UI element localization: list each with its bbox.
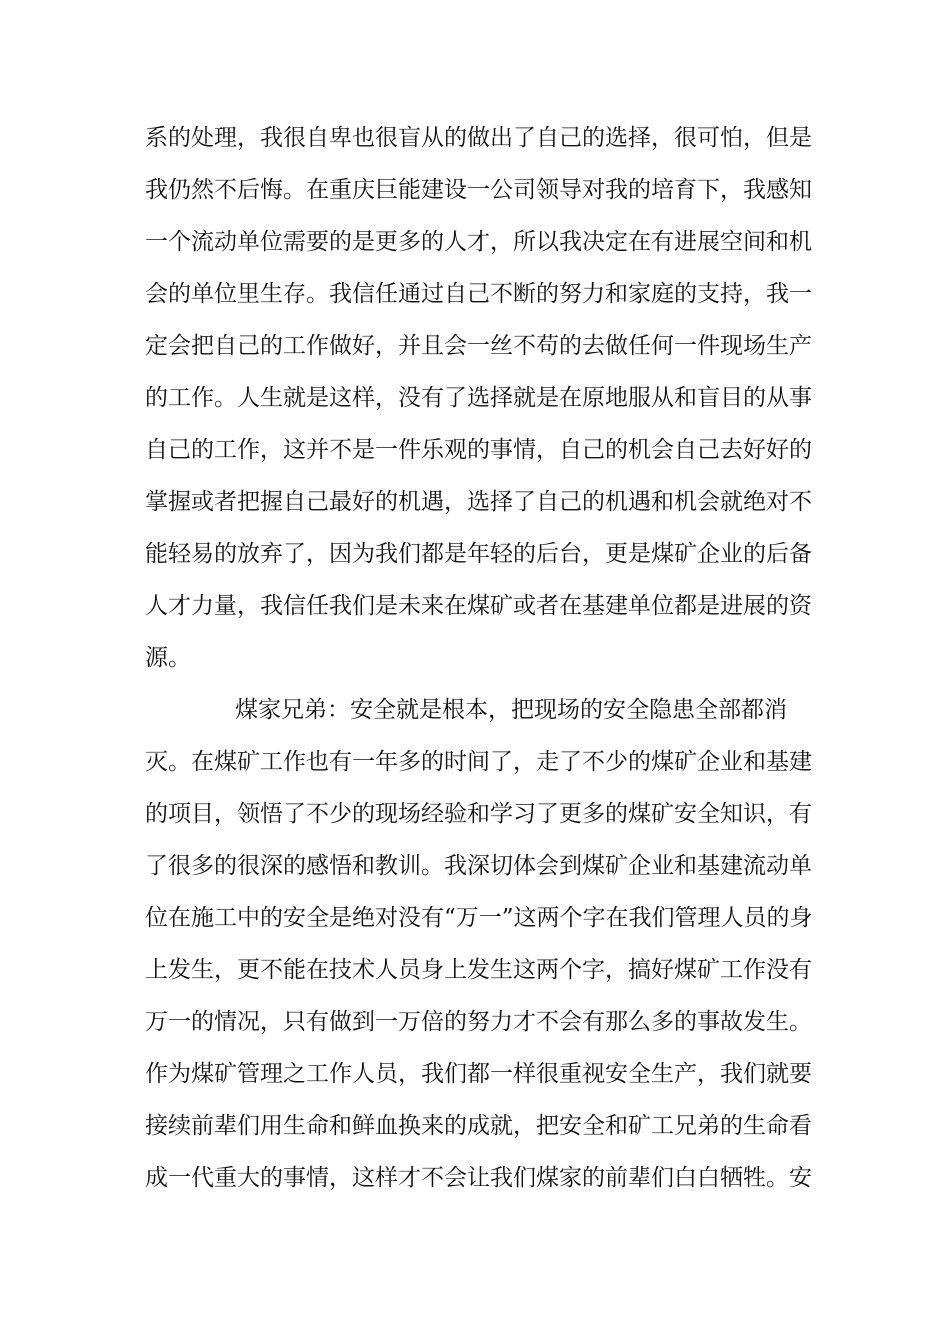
text-line: 一个流动单位需要的是更多的人才，所以我决定在有进展空间和机: [145, 229, 812, 255]
text-line: 能轻易的放弃了，因为我们都是年轻的后台，更是煤矿企业的后备: [145, 541, 812, 567]
text-line: 我仍然不后悔。在重庆巨能建设一公司领导对我的培育下，我感知: [145, 177, 812, 203]
paragraph-2: [145, 688, 813, 1208]
text-line: 灭。在煤矿工作也有一年多的时间了，走了不少的煤矿企业和基建: [145, 749, 812, 775]
text-line-indented: 煤家兄弟：安全就是根本，把现场的安全隐患全部都消: [235, 697, 787, 723]
text-line: 接续前辈们用生命和鲜血换来的成就，把安全和矿工兄弟的生命看: [145, 1113, 812, 1139]
text-line: 自己的工作，这并不是一件乐观的事情，自己的机会自己去好好的: [145, 437, 812, 463]
text-line: 系的处理，我很自卑也很盲从的做出了自己的选择，很可怕，但是: [145, 125, 812, 151]
text-line: 位在施工中的安全是绝对没有“万一”这两个字在我们管理人员的身: [145, 905, 813, 931]
text-line: 会的单位里生存。我信任通过自己不断的努力和家庭的支持，我一: [145, 281, 812, 307]
text-line: 的工作。人生就是这样，没有了选择就是在原地服从和盲目的从事: [145, 385, 812, 411]
body-text: [145, 116, 813, 1208]
text-line: 了很多的很深的感悟和教训。我深切体会到煤矿企业和基建流动单: [145, 853, 812, 879]
text-line: 上发生，更不能在技术人员身上发生这两个字，搞好煤矿工作没有: [145, 957, 812, 983]
text-line: 作为煤矿管理之工作人员，我们都一样很重视安全生产，我们就要: [145, 1061, 812, 1087]
text-line: 人才力量，我信任我们是未来在煤矿或者在基建单位都是进展的资: [145, 593, 812, 619]
text-line: 的项目，领悟了不少的现场经验和学习了更多的煤矿安全知识，有: [145, 801, 812, 827]
text-line: 掌握或者把握自己最好的机遇，选择了自己的机遇和机会就绝对不: [145, 489, 812, 515]
paragraph-1: [145, 116, 812, 688]
text-line: 成一代重大的事情，这样才不会让我们煤家的前辈们白白牺牲。安: [145, 1165, 812, 1191]
text-line: 定会把自己的工作做好，并且会一丝不苟的去做任何一件现场生产: [145, 333, 812, 359]
text-line: 源。: [145, 645, 191, 671]
text-line: 万一的情况，只有做到一万倍的努力才不会有那么多的事故发生。: [145, 1009, 812, 1035]
